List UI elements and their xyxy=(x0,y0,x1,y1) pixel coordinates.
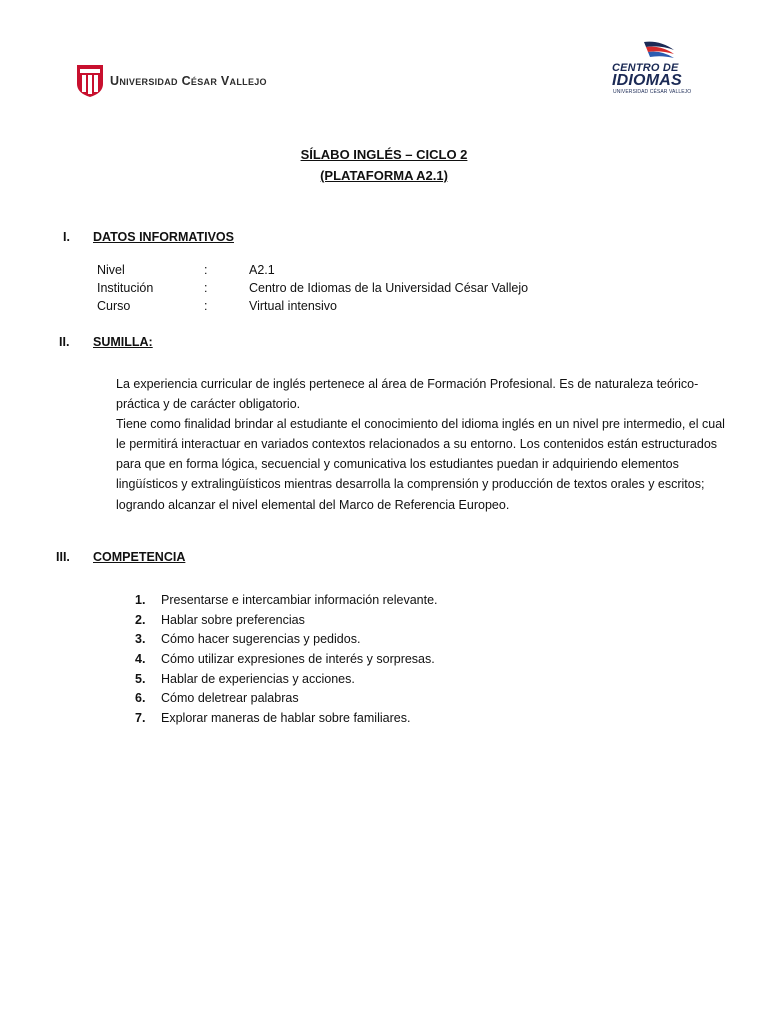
list-text: Cómo utilizar expresiones de interés y sorpresas. xyxy=(161,652,435,667)
competencia-list xyxy=(135,591,438,729)
document-subtitle: (PLATAFORMA A2.1) xyxy=(320,168,448,183)
list-number: 3. xyxy=(135,632,146,647)
list-number: 4. xyxy=(135,652,146,667)
list-number: 5. xyxy=(135,671,146,686)
info-value: A2.1 xyxy=(249,263,275,277)
sumilla-text xyxy=(116,374,726,515)
list-text: Hablar sobre preferencias xyxy=(161,612,305,627)
list-item xyxy=(135,611,438,631)
list-text: Cómo hacer sugerencias y pedidos. xyxy=(161,632,361,647)
ucv-logo xyxy=(76,64,267,98)
ucv-logo-text: Universidad César Vallejo xyxy=(110,74,267,88)
list-item xyxy=(135,689,438,709)
info-sep: : xyxy=(204,299,208,313)
info-key: Institución xyxy=(97,281,154,295)
list-number: 1. xyxy=(135,593,146,607)
section-2-number: II. xyxy=(59,335,70,349)
document-title: SÍLABO INGLÉS – CICLO 2 xyxy=(300,147,468,162)
list-item xyxy=(135,670,438,690)
list-text: Cómo deletrear palabras xyxy=(161,691,299,706)
sumilla-paragraph: Tiene como finalidad brindar al estudiante el conocimiento del idioma inglés en un nivel pre intermedio, el cual le permitirá interactuar en variados contextos relacionados a su entorno. Los contenidos están estructurados para que en forma lógica, secuencial y comunicativa los estudiantes puedan ir adquiriendo elementos lingüísticos y extralingüísticos mientras desarrolla la comprensión y producción de textos orales y escritos; logrando alcanzar el nivel elemental del Marco de Referencia Europeo. xyxy=(116,417,725,512)
section-3-number: III. xyxy=(56,550,70,564)
idiomas-label: IDIOMAS xyxy=(612,72,682,89)
list-number: 7. xyxy=(135,711,146,726)
section-1-title: DATOS INFORMATIVOS xyxy=(93,230,234,244)
info-value: Virtual intensivo xyxy=(249,299,338,313)
list-number: 6. xyxy=(135,691,146,706)
ucv-shield-icon xyxy=(76,64,104,98)
section-2-title: SUMILLA: xyxy=(93,335,153,349)
centro-idiomas-logo xyxy=(610,40,694,96)
ucv-small-label: UNIVERSIDAD CÉSAR VALLEJO xyxy=(613,89,692,95)
list-item xyxy=(135,591,438,611)
list-text: Hablar de experiencias y acciones. xyxy=(161,671,355,686)
info-key: Nivel xyxy=(97,263,125,277)
info-value: Centro de Idiomas de la Universidad César Vallejo xyxy=(249,281,529,295)
flag-swoosh-icon xyxy=(614,40,676,62)
list-number: 2. xyxy=(135,612,146,627)
section-3-title: COMPETENCIA xyxy=(93,550,186,564)
list-item xyxy=(135,650,438,670)
section-1-number: I. xyxy=(63,230,70,244)
list-item xyxy=(135,630,438,650)
list-item xyxy=(135,709,438,729)
info-sep: : xyxy=(204,281,208,295)
info-sep: : xyxy=(204,263,208,277)
list-text: Presentarse e intercambiar información relevante. xyxy=(161,593,438,607)
info-key: Curso xyxy=(97,299,131,313)
sumilla-paragraph: La experiencia curricular de inglés pertenece al área de Formación Profesional. Es de naturaleza teórico-práctica y de carácter obligatorio. xyxy=(116,377,699,412)
list-text: Explorar maneras de hablar sobre familiares. xyxy=(161,711,411,726)
centro-de-label: CENTRO DE xyxy=(612,62,679,74)
